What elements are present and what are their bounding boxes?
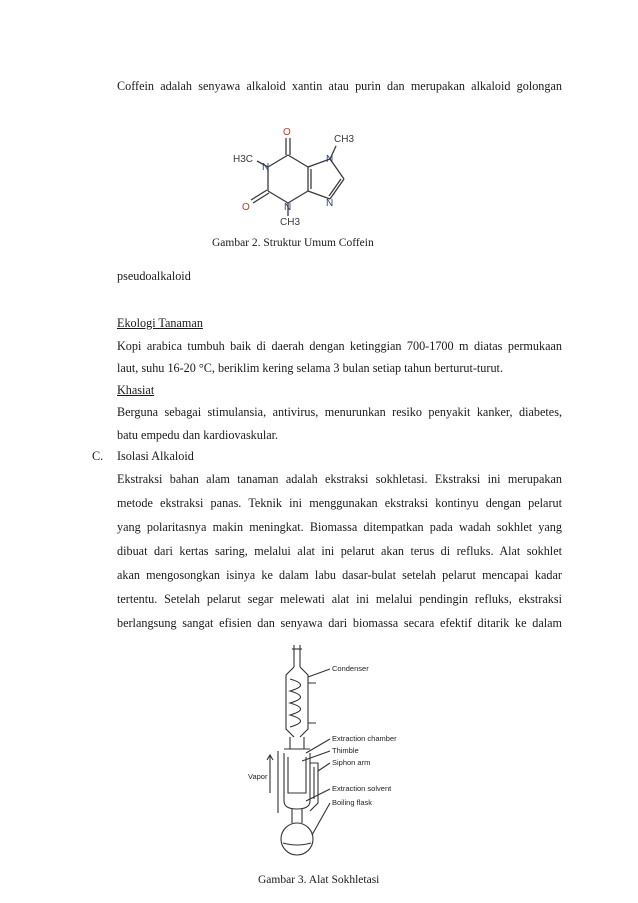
ekologi-line-2: laut, suhu 16-20 °C, beriklim kering selama 3 bulan setiap tahun berturut-turut. [117, 361, 503, 375]
isolasi-line-4: dibuat dari kertas saring, melalui alat ini pelarut akan terus di refluks. Alat sokhlet [117, 544, 562, 558]
isolasi-line-2: metode ekstraksi panas. Teknik ini menggunakan ekstraksi kontinyu dengan pelarut [117, 496, 562, 510]
atom-ch3-bottom: CH3 [280, 217, 301, 228]
atom-n7: N [326, 154, 334, 165]
khasiat-heading: Khasiat [117, 383, 155, 397]
atom-n3: N [284, 202, 292, 213]
soxhlet-apparatus-figure [240, 643, 410, 858]
caffeine-structure-figure [220, 124, 420, 229]
label-extraction-solvent: Extraction solvent [332, 784, 392, 793]
isolasi-line-6: tertentu. Setelah pelarut segar melewati alat ini melalui pendingin refluks, ekstraksi [117, 592, 562, 606]
figure-2-caption: Gambar 2. Struktur Umum Coffein [212, 237, 374, 249]
isolasi-marker: C. [92, 449, 104, 463]
label-vapor: Vapor [248, 772, 268, 781]
label-boiling-flask: Boiling flask [332, 798, 373, 807]
ekologi-line-1: Kopi arabica tumbuh baik di daerah dengan ketinggian 700-1700 m diatas permukaan [117, 339, 562, 353]
isolasi-heading: Isolasi Alkaloid [117, 449, 194, 463]
label-thimble: Thimble [332, 746, 359, 755]
atom-ch3-right: CH3 [334, 134, 355, 145]
atom-n9: N [326, 198, 334, 209]
label-extraction-chamber: Extraction chamber [332, 734, 397, 743]
khasiat-line-1: Berguna sebagai stimulansia, antivirus, menurunkan resiko penyakit kanker, diabetes, [117, 405, 562, 419]
intro-line-1: Coffein adalah senyawa alkaloid xantin atau purin dan merupakan alkaloid golongan [117, 79, 562, 93]
isolasi-line-3: yang polaritasnya makin meningkat. Biomassa ditempatkan pada wadah sokhlet yang [117, 520, 562, 534]
atom-n1: N [262, 162, 270, 173]
atom-ch3-left: H3C [233, 154, 254, 165]
atom-o-bottom: O [242, 202, 250, 213]
label-siphon-arm: Siphon arm [332, 758, 371, 767]
isolasi-line-7: berlangsung sangat efisien dan senyawa dari biomassa secara efektif ditarik ke dalam [117, 616, 562, 630]
atom-o-top: O [283, 127, 291, 138]
khasiat-line-2: batu empedu dan kardiovaskular. [117, 428, 279, 442]
isolasi-line-5: akan mengosongkan isinya ke dalam labu dasar-bulat setelah pelarut mencapai kadar [117, 568, 562, 582]
ekologi-heading: Ekologi Tanaman [117, 316, 203, 330]
label-condenser: Condenser [332, 664, 369, 673]
intro-line-2: pseudoalkaloid [117, 269, 191, 283]
isolasi-line-1: Ekstraksi bahan alam tanaman adalah ekstraksi sokhletasi. Ekstraksi ini merupakan [117, 472, 562, 486]
figure-3-caption: Gambar 3. Alat Sokhletasi [258, 874, 380, 886]
